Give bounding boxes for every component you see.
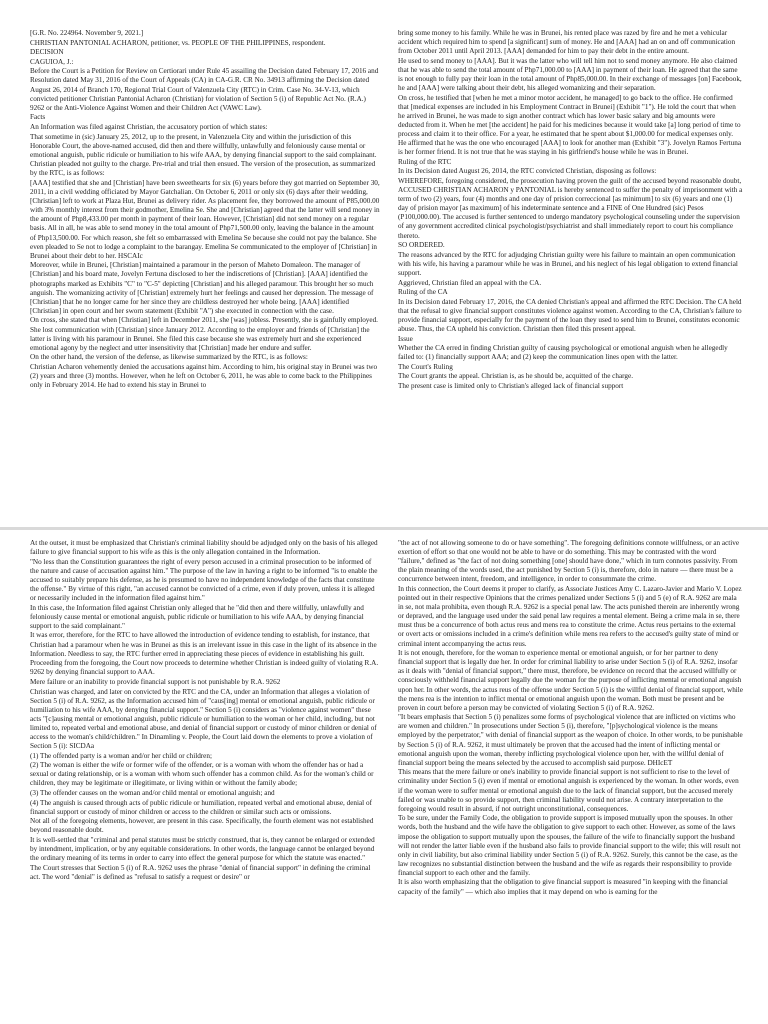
paragraph: (3) The offender causes on the woman and/or child mental or emotional anguish; and xyxy=(30,789,275,798)
paragraph: In this case, the Information filed against Christian only alleged that he "did then and there willfully, unlawfully and feloniously cause mental or emotional anguish, public ridicule or humiliation to his wife AAA, by denying financial support to the said complainant." xyxy=(30,603,364,630)
paragraph: It is also worth emphasizing that the obligation to give financial support is measured "in keeping with the financial capacity of the family" — which also implies that it may depend on who is earning for the xyxy=(398,878,728,896)
paragraph: Facts xyxy=(30,113,46,122)
paragraph: (4) The anguish is caused through acts of public ridicule or humiliation, repeated verbal and emotional abuse, denial of financial support or custody of minor children or access to the children or similar such acts or omissions. xyxy=(30,798,372,816)
paragraph: CAGUIOA, J.: xyxy=(30,57,74,66)
paragraph: (1) The offended party is a woman and/or her child or children; xyxy=(30,751,212,760)
paragraph: The Court grants the appeal. Christian is, as he should be, acquitted of the charge. xyxy=(398,372,633,381)
paragraph: WHEREFORE, foregoing considered, the prosecution having proven the guilt of the accused beyond reasonable doubt, ACCUSED CHRISTIAN ACHARON y PANTONIAL is hereby sentenced to suffer the penalty of imprisonment with a term of two (2) years, four (4) months and one day of prision correccional [as minimum] to six (6) years and one (1) day of prision mayor [as maximum] of his indeterminate sentence and a FINE of One Hundred (sic) Pesos (P100,000.00). The accused is further sentenced to undergo mandatory psychological counseling under the supervision of any government accredited clinical psychologist/psychiatrist and shall immediately report to court his compliance thereto. xyxy=(398,177,743,240)
paragraph: Christian Acharon vehemently denied the accusations against him. According to him, his original stay in Brunei was two (2) years and three (3) months. However, when he left on October 6, 2011, he was able to come back to the Philippines only in February 2014. He had to extend his stay in Brunei to xyxy=(30,362,378,390)
page2-right-column xyxy=(398,539,743,1021)
paragraph: On the other hand, the version of the defense, as likewise summarized by the RTC, is as follows: xyxy=(30,353,308,362)
paragraph: SO ORDERED. xyxy=(398,241,445,250)
paragraph: On cross, he testified that [when he met a minor motor accident, he managed] to go back to the office. He confirmed that [medical expenses are included in his Employment Contract in Brunei] (Exhibit "1"). He told the court that when he arrived in Brunei, he was made to sign another contract which has lower basic salary and big amounts were deducted from it. When he met [the accident] he paid for his medicines because it would take [a] long period of time to process and claim it to their office. For a year, he estimated that he spent about $1,000.00 for medical expenses only. He affirmed that he was the one who encouraged [AAA] to look for another man (Exhibit "3"). Jovelyn Ramos Fertuna is her former friend. It is not true that he was staying in his girlfriend's house while he was in Brunei. xyxy=(398,93,742,157)
paragraph: [AAA] testified that she and [Christian] have been sweethearts for six (6) years before they got married on September 30, 2011, in a civil wedding officiated by Mayor Gatchalian. On October 6, 2011 or only six (6) days after their wedding, [Christian] left to work at Plaza Hut, Brunei as delivery rider. As placement fee, they borrowed the amount of P85,000.00 with 3% monthly interest from their godmother, Emelina Se. She and [Christian] agreed that the latter will send money in the amount of Php8,433.00 per month in payment of their loan. However, [Christian] did not send money on a regular basis. All in all, he was able to send money in the total amount of Php71,500.00 only, leaving the balance in the amount of Php13,500.00. For which reason, she felt so embarrassed with Emelina Se because she could not pay the balance. She even pleaded to Se not to lodge a complaint to the barangay. Emelina Se communicated to the employer of [Christian] in Brunei about their debt to her. HSCAIc xyxy=(30,179,380,260)
paragraph: [G.R. No. 224964. November 9, 2021.] xyxy=(30,29,144,37)
paragraph: DECISION xyxy=(30,48,64,57)
page2-left-column xyxy=(30,539,380,1021)
paragraph: "the act of not allowing someone to do or have something". The foregoing definitions connote willfulness, or an active exertion of effort so that one would not be able to have or do something. This may be contrasted with the word "failure," defined as "the fact of not doing something [one] should have done," which in turn connotes passivity. From the plain meaning of the words used, the act punished by Section 5 (i) is, therefore, dolo in nature — there must be a concurrence between intent, freedom, and intelligence, in order to consummate the crime. xyxy=(398,539,740,584)
paragraph: He used to send money to [AAA]. But it was the latter who will tell him not to send money anymore. He also claimed that he was able to send the total amount of Php71,000.00 to [AAA] in payment of their loan. He agreed that the same is not enough to fully pay their loan in the total amount of Php85,000.00. In their exchange of messages [on] Facebook, he and [AAA] were talking about their debt, his alleged womanizing and their separation. xyxy=(398,56,742,93)
paragraph: On cross, she stated that when [Christian] left in December 2011, she [was] jobless. Presently, she is gainfully employed. She lost communication with [Christian] since January 2012. According to the employer and friends of [Christian] the latter is living with his paramour in Brunei. She filed this case because she was extremely hurt and she experienced emotional agony by the neglect and utter insensitivity that [Christian] made her endure and suffer. xyxy=(30,316,378,352)
paragraph: In its Decision dated August 26, 2014, the RTC convicted Christian, disposing as follows: xyxy=(398,167,657,176)
paragraph: "It bears emphasis that Section 5 (i) penalizes some forms of psychological violence that are inflicted on victims who are women and children." In prosecutions under Section 5 (i), therefore, "[p]sychological violence is the means employed by the perpetrator," with denial of financial support as the weapon of choice. In other words, to be punishable by Section 5 (i) of R.A. 9262, it must ultimately be proven that the accused had the intent of inflicting mental or emotional anguish upon the woman, thereby inflicting psychological violence upon her, with the willful denial of financial support being the means selected by the accused to accomplish said purpose. DHIcET xyxy=(398,713,743,767)
paragraph: That sometime in (sic) January 25, 2012, up to the present, in Valenzuela City and within the jurisdiction of this Honorable Court, the above-named accused, did then and there willfully, unlawfully and feloniously cause mental or emotional anguish, public ridicule or humiliation to his wife AAA, by denying financial support to the said complainant. xyxy=(30,132,377,159)
paragraph: Before the Court is a Petition for Review on Certiorari under Rule 45 assailing the Decision dated February 17, 2016 and Resolution dated May 31, 2016 of the Court of Appeals (CA) in CA-G.R. CR No. 34913 affirming the Decision dated August 26, 2014 of Branch 170, Regional Trial Court of Valenzuela City (RTC) in Crim. Case No. 34-V-13, which convicted petitioner Christian Pantonial Acharon (Christian) for violation of Section 5 (i) of Republic Act No. (R.A.) 9262 or the Anti-Violence Against Women and their Children Act (VAWC Law). xyxy=(30,67,379,112)
paragraph: In this connection, the Court deems it proper to clarify, as Associate Justices Amy C. Lazaro-Javier and Mario V. Lopez pointed out in their respective Opinions that the crimes penalized under Sections 5 (i) and 5 (e) of R.A. 9262 are mala in se, not mala prohibita, even though R.A. 9262 is a special penal law. The acts punished therein are inherently wrong or depraved, and the language used under the said penal law requires a mental element. Being a crime mala in se, there must thus be a concurrence of both actus reus and mens rea to constitute the crime. Actus reus pertains to the external or overt acts or omissions included in a crime's definition while mens rea refers to the accused's guilty state of mind or criminal intent accompanying the actus reus. xyxy=(398,584,742,648)
paragraph: Ruling of the RTC xyxy=(398,157,452,166)
paragraph: Issue xyxy=(398,334,413,343)
paragraph: An Information was filed against Christian, the accusatory portion of which states: xyxy=(30,122,268,131)
paragraph: It was error, therefore, for the RTC to have allowed the introduction of evidence tending to establish, for instance, that Christian had a paramour when he was in Brunei as this is an irrelevant issue in this case in the light of its absence in the Information. Needless to say, the RTC further erred in appreciating these pieces of evidence in establishing his guilt. xyxy=(30,631,377,658)
paragraph: Not all of the foregoing elements, however, are present in this case. Specifically, the fourth element was not established beyond reasonable doubt. xyxy=(30,817,374,835)
paragraph: CHRISTIAN PANTONIAL ACHARON, petitioner, vs. PEOPLE OF THE PHILIPPINES, respondent. xyxy=(30,38,326,47)
paragraph: Christian was charged, and later on convicted by the RTC and the CA, under an Information that alleges a violation of Section 5 (i) of R.A. 9262, as the Information accused him of "caus[ing] mental or emotional anguish, public ridicule or humiliation to his wife AAA, by denying financial support." Section 5 (i) considers as "violence against women" these acts "[c]ausing mental or emotional anguish, public ridicule or humiliation to the woman or her child, including, but not limited to, repeated verbal and emotional abuse, and denial of financial support or custody of minor children or denial of access to the woman's child/children." In Dinamling v. People, the Court laid down the elements to prove a violation of Section 5 (i): SICDAa xyxy=(30,687,377,751)
paragraph: Aggrieved, Christian filed an appeal with the CA. xyxy=(398,278,542,287)
paragraph: bring some money to his family. While he was in Brunei, his rented place was razed by fire and he met a vehicular accident which required him to spend [a significant] sum of money. He and [AAA] had an on and off communication from October 2011 until April 2013. [AAA] demanded for him to pay their debt in the entire amount. xyxy=(398,29,736,56)
paragraph: It is not enough, therefore, for the woman to experience mental or emotional anguish, or for her partner to deny financial support that is legally due her. In order for criminal liability to arise under Section 5 (i) of R.A. 9262, insofar as it deals with "denial of financial support," there must, therefore, be evidence on record that the accused willfully or consciously withheld financial support legally due the woman for the purpose of inflicting mental or emotional anguish upon her. In other words, the actus reus of the offense under Section 5 (i) is the willful denial of financial support, while the mens rea is the intention to inflict mental or emotional anguish upon the woman. Both must be present and be proven in court before a person may be convicted of violating Section 5 (i) of R.A. 9262. xyxy=(398,649,743,712)
paragraph: This means that the mere failure or one's inability to provide financial support is not sufficient to rise to the level of criminality under Section 5 (i) even if mental or emotional anguish is experienced by the woman. In other words, even if the woman were to suffer mental or emotional anguish due to the lack of financial support, but the accused merely failed or was unable to so provide support, then criminal liability would not arise. A contrary interpretation to the foregoing would result in absurd, if not outright unconstitutional, consequences. xyxy=(398,768,739,813)
paragraph: Proceeding from the foregoing, the Court now proceeds to determine whether Christian is indeed guilty of violating R.A. 9262 by denying financial support to AAA. xyxy=(30,659,379,677)
paragraph: The present case is limited only to Christian's alleged lack of financial support xyxy=(398,382,624,391)
paragraph: At the outset, it must be emphasized that Christian's criminal liability should be adjudged only on the basis of his alleged failure to give financial support to his wife as this is the only allegation contained in the Information. xyxy=(30,539,378,557)
paragraph: "No less than the Constitution guarantees the right of every person accused in a criminal prosecution to be informed of the nature and cause of accusation against him." The purpose of the law in having a right to be informed "is to enable the accused to suitably prepare his defense, as he is presumed to have no independent knowledge of the facts that constitute the offense." By virtue of this right, "an accused cannot be convicted of a crime, even if duly proven, unless it is alleged or necessarily included in the information filed against him." xyxy=(30,557,378,603)
paragraph: Christian pleaded not guilty to the charge. Pre-trial and trial then ensued. The version of the prosecution, as summarized by the RTC, is as follows: xyxy=(30,160,376,178)
document-page-2 xyxy=(0,530,768,1024)
paragraph: The Court's Ruling xyxy=(398,362,453,371)
paragraph: In its Decision dated February 17, 2016, the CA denied Christian's appeal and affirmed the RTC Decision. The CA held that the refusal to give financial support constitutes violence against women. According to the CA, Christian's failure to provide financial support, especially for the payment of the loan they used to send him to Brunei, constitutes economic abuse. Thus, the CA upheld his conviction. Christian then filed this present appeal. xyxy=(398,297,742,333)
paragraph: Ruling of the CA xyxy=(398,288,448,297)
paragraph: To be sure, under the Family Code, the obligation to provide support is imposed mutually upon the spouses. In other words, both the husband and the wife have the obligation to give support to each other. However, as some of the laws impose the obligation to support mutually upon the spouses, the failure of the wife to financially support the husband will not render the latter liable even if the husband also fails to provide financial support to the wife; this will result not only in civil liability, but also criminal liability under Section 5 (i) of R.A. 9262. Surely, this cannot be the case, as the law recognizes no substantial distinction between the husband and the wife as regards their responsibility to provide financial support to each other and the family. xyxy=(398,814,741,877)
paragraph: Mere failure or an inability to provide financial support is not punishable by R.A. 9262 xyxy=(30,677,281,686)
paragraph: It is well-settled that "criminal and penal statutes must be strictly construed, that is, they cannot be enlarged or extended by intendment, implication, or by any equitable considerations. In other words, the language cannot be enlarged beyond the ordinary meaning of its terms in order to carry into effect the general purpose for which the statute was enacted." xyxy=(30,836,375,863)
paragraph: The reasons advanced by the RTC for adjudging Christian guilty were his failure to maintain an open communication with his wife, his having a paramour while he was in Brunei, and his neglect of his legal obligation to extend financial support. xyxy=(398,250,738,277)
paragraph: Moreover, while in Brunei, [Christian] maintained a paramour in the person of Maheto Domaleon. The manager of [Christian] and his board mate, Jovelyn Fertuna disclosed to her the indiscretions of [Christian]. [AAA] identified the photographs marked as Exhibits "C" to "C-5" depicting [Christian] and his alleged paramour. This brought her so much anguish. The womanizing activity of [Christian] extremely hurt her feelings and caused her depression. The message of [Christian] that he no longer came for her since they are childless destroyed her whole being. [AAA] identified [Christian] in open court and her sworn statement (Exhibit "A") she executed in connection with the case. xyxy=(30,261,374,315)
paragraph: (2) The woman is either the wife or former wife of the offender, or is a woman with whom the offender has or had a sexual or dating relationship, or is a woman with whom such offender has a common child. As for the woman's child or children, they may be legitimate or illegitimate, or living within or without the family abode; xyxy=(30,761,374,788)
paragraph: Whether the CA erred in finding Christian guilty of causing psychological or emotional anguish when he allegedly failed to: (1) financially support AAA; and (2) keep the communication lines open with the latter. xyxy=(398,344,728,362)
paragraph: The Court stresses that Section 5 (i) of R.A. 9262 uses the phrase "denial of financial support" in defining the criminal act. The word "denial" is defined as "refusal to satisfy a request or desire" or xyxy=(30,863,371,881)
page1-right-column xyxy=(398,29,743,521)
page1-left-column xyxy=(30,29,380,521)
